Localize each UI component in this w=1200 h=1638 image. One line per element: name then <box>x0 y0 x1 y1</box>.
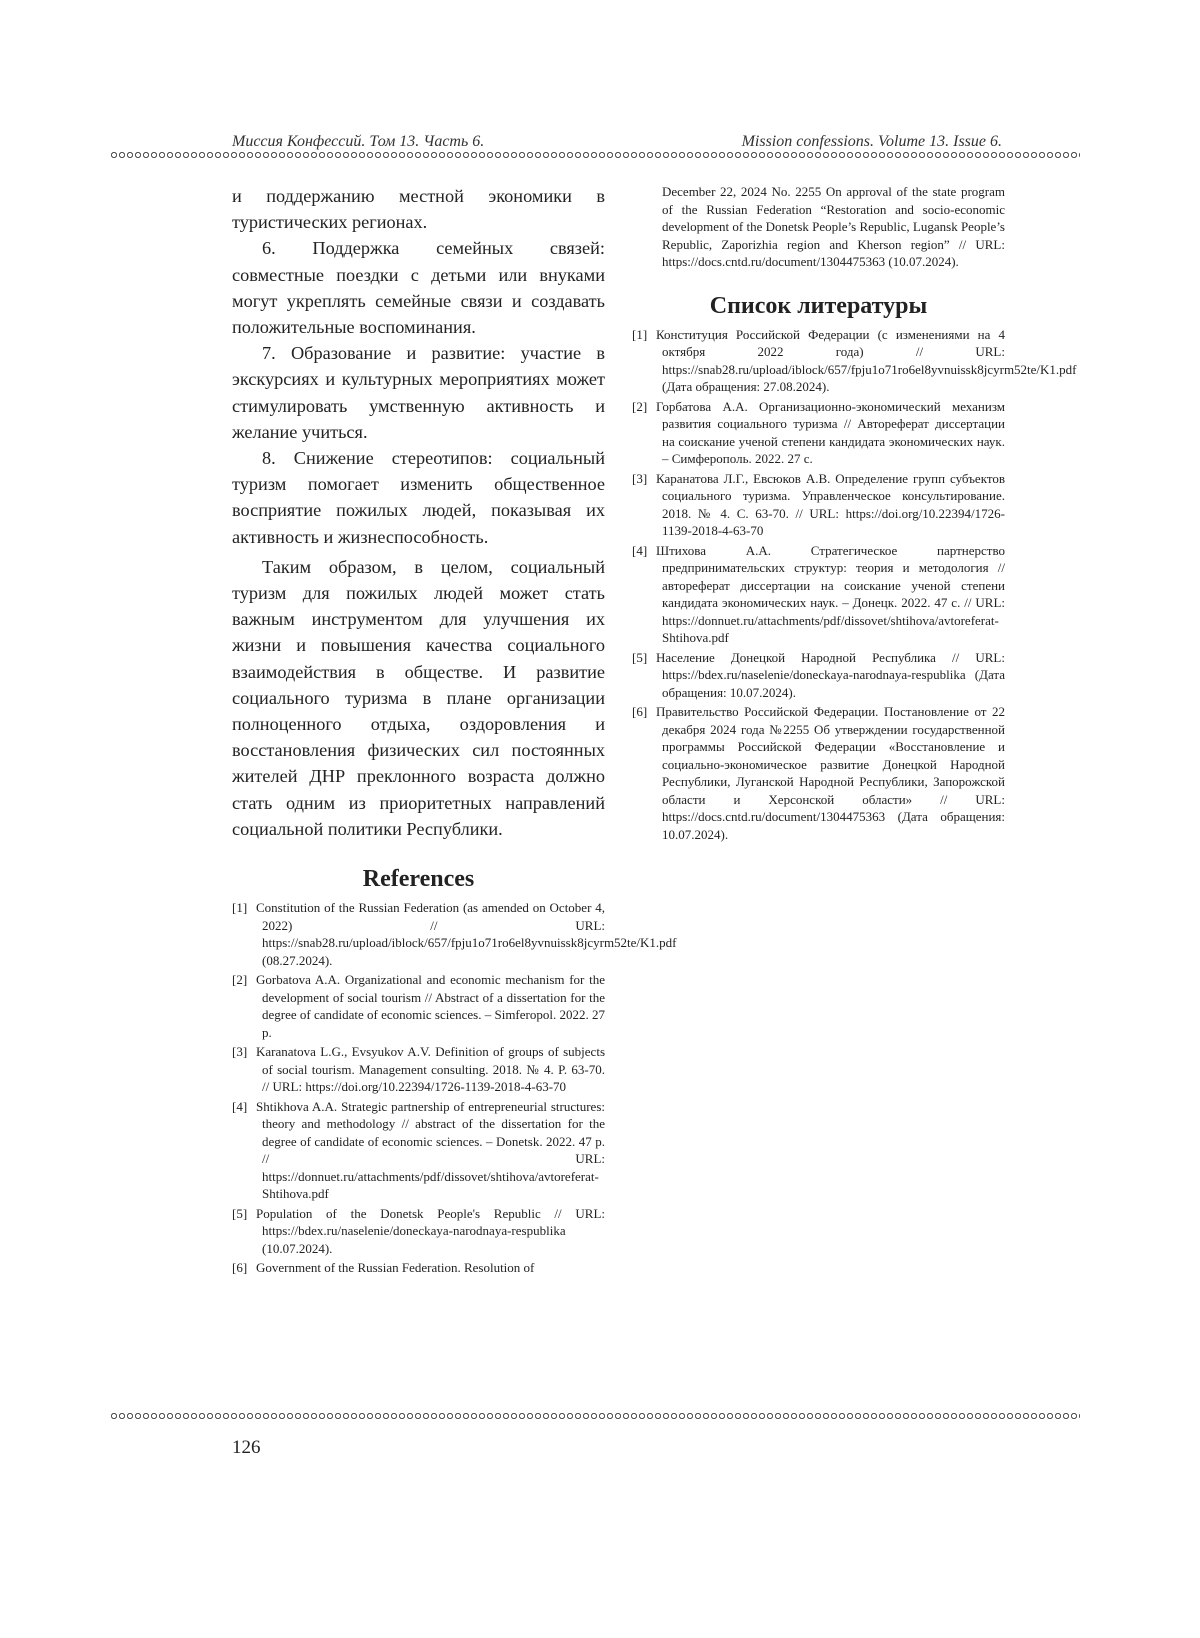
reference-item: [5] Население Донецкой Народной Республика // URL: https://bdex.ru/naselenie/doneckaya-narodnaya-respublika (Дата обращения: 10.07.2024). <box>632 649 1005 702</box>
left-column <box>232 183 605 1279</box>
body-paragraph: 6. Поддержка семейных связей: совместные поездки с детьми или внуками могут укреплять семейные связи и создавать положительные воспоминания. <box>232 235 605 340</box>
reference-item: [6] Government of the Russian Federation. Resolution of <box>232 1259 605 1277</box>
reference-item: [2] Gorbatova A.A. Organizational and economic mechanism for the development of social tourism // Abstract of a dissertation for the degree of candidate of economic sciences. – Simferopol. 2022. 27 p. <box>232 971 605 1041</box>
reference-item: [4] Shtikhova A.A. Strategic partnership of entrepreneurial structures: theory and methodology // abstract of the dissertation for the degree of candidate of economic sciences. – Donetsk. 2022. 47 p. // URL: https://donnuet.ru/attachments/pdf/dissovet/shtihova/avtoreferat-Shtihova.pdf <box>232 1098 605 1203</box>
reference-item: [5] Population of the Donetsk People's Republic // URL: https://bdex.ru/naselenie/doneckaya-narodnaya-respublika (10.07.2024). <box>232 1205 605 1258</box>
bottom-ornament-divider <box>110 1412 1080 1420</box>
body-paragraph: 7. Образование и развитие: участие в экскурсиях и культурных мероприятиях может стимулировать умственную активность и желание учиться. <box>232 340 605 445</box>
right-column <box>632 183 1005 845</box>
reference-item: [1] Constitution of the Russian Federation (as amended on October 4, 2022) // URL: https://snab28.ru/upload/iblock/657/fpju1o71ro6el8yvnuissk8jcyrm52te/K1.pdf (08.27.2024). <box>232 899 605 969</box>
reference-item: [2] Горбатова А.А. Организационно-экономический механизм развития социального туризма // Автореферат диссертации на соискание ученой степени кандидата экономических наук. – Симферополь. 2022. 27 с. <box>632 398 1005 468</box>
reference-item: [3] Karanatova L.G., Evsyukov A.V. Definition of groups of subjects of social tourism. Management consulting. 2018. № 4. P. 63-70. // URL: https://doi.org/10.22394/1726-1139-2018-4-63-70 <box>232 1043 605 1096</box>
header-journal-ru: Миссия Конфессий. Том 13. Часть 6. <box>232 133 484 151</box>
references-ru-list <box>632 326 1005 844</box>
page-number: 126 <box>232 1437 261 1459</box>
reference-continuation: December 22, 2024 No. 2255 On approval of the state program of the Russian Federation “Restoration and socio-economic development of the Donetsk People’s Republic, Lugansk People’s Republic, Zaporizhia region and Kherson region” // URL: https://docs.cntd.ru/document/1304475363 (10.07.2024). <box>662 183 1005 271</box>
reference-item: [4] Штихова А.А. Стратегическое партнерство предпринимательских структур: теория и методология // автореферат диссертации на соискание ученой степени кандидата экономических наук. – Донецк. 2022. 47 с. // URL: https://donnuet.ru/attachments/pdf/dissovet/shtihova/avtoreferat-Shtihova.pdf <box>632 542 1005 647</box>
references-ru-heading: Список литературы <box>632 293 1005 320</box>
conclusion-paragraph: Таким образом, в целом, социальный туризм для пожилых людей может стать важным инструментом для улучшения их жизни и повышения качества социального взаимодействия в обществе. И развитие социального туризма в плане организации полноценного отдыха, оздоровления и восстановления физических сил постоянных жителей ДНР преклонного возраста должно стать одним из приоритетных направлений социальной политики Республики. <box>232 554 605 842</box>
reference-item: [1] Конституция Российской Федерации (с изменениями на 4 октября 2022 года) // URL: https://snab28.ru/upload/iblock/657/fpju1o71ro6el8yvnuissk8jcyrm52te/K1.pdf (Дата обращения: 27.08.2024). <box>632 326 1005 396</box>
body-paragraph: и поддержанию местной экономики в туристических регионах. <box>232 183 605 235</box>
top-ornament-divider <box>110 151 1080 159</box>
article-body <box>232 183 605 842</box>
reference-item: [3] Каранатова Л.Г., Евсюков А.В. Определение групп субъектов социального туризма. Управленческое консультирование. 2018. № 4. С. 63-70. // URL: https://doi.org/10.22394/1726-1139-2018-4-63-70 <box>632 470 1005 540</box>
references-en-list <box>232 899 605 1277</box>
references-en-heading: References <box>232 866 605 893</box>
header-journal-en: Mission confessions. Volume 13. Issue 6. <box>742 133 1002 151</box>
body-paragraph: 8. Снижение стереотипов: социальный туризм помогает изменить общественное восприятие пожилых людей, показывая их активность и жизнеспособность. <box>232 445 605 550</box>
reference-item: [6] Правительство Российской Федерации. Постановление от 22 декабря 2024 года №2255 Об утверждении государственной программы Российской Федерации «Восстановление и социально-экономическое развитие Донецкой Народной Республики, Луганской Народной Республики, Запорожской области и Херсонской области» // URL: https://docs.cntd.ru/document/1304475363 (Дата обращения: 10.07.2024). <box>632 703 1005 843</box>
